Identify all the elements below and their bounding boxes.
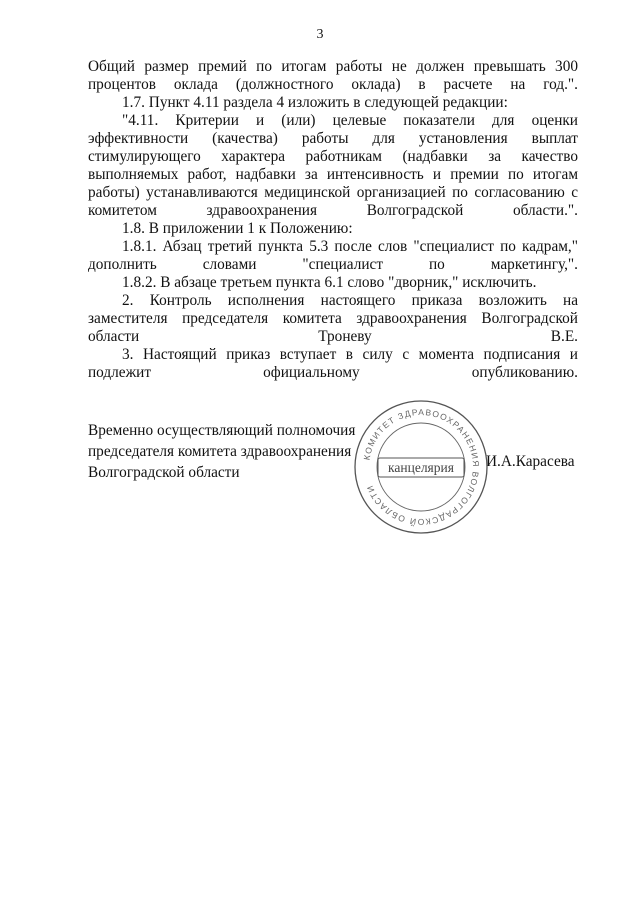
position-line: председателя комитета здравоохранения (88, 443, 352, 460)
paragraph-1-7: 1.7. Пункт 4.11 раздела 4 изложить в следующей редакции: (122, 94, 508, 111)
stamp-ring-text: КОМИТЕТ ЗДРАВООХРАНЕНИЯ ВОЛГОГРАДСКОЙ ОБЛАСТИ (361, 406, 482, 528)
document-body (88, 58, 578, 382)
paragraph-1-8-1: 1.8.1. Абзац третий пункта 5.3 после слов "специалист по кадрам," дополнить словами "специалист по маркетингу,". (88, 238, 578, 273)
signature-position (88, 420, 355, 483)
position-line: Волгоградской области (88, 464, 240, 481)
stamp-center-text: канцелярия (388, 460, 454, 475)
signer-name: И.А.Карасева (486, 453, 575, 470)
official-stamp (352, 398, 490, 536)
paragraph-1-8-2: 1.8.2. В абзаце третьем пункта 6.1 слово "дворник," исключить. (122, 274, 537, 291)
paragraph-3-effect: 3. Настоящий приказ вступает в силу с момента подписания и подлежит официальному опубликованию. (88, 346, 578, 381)
paragraph-1-8: 1.8. В приложении 1 к Положению: (122, 220, 353, 237)
paragraph-4-11: "4.11. Критерии и (или) целевые показатели для оценки эффективности (качества) работы для установления выплат стимулирующего характера работникам (надбавки за качество выполняемых работ, надбавки за интенсивность и премии по итогам работы) устанавливаются медицинской организацией по согласованию с комитетом здравоохранения Волгоградской области.". (88, 112, 578, 219)
paragraph-2-control: 2. Контроль исполнения настоящего приказа возложить на заместителя председателя комитета здравоохранения Волгоградской области Троневу В.Е. (88, 292, 578, 345)
page-number: 3 (316, 27, 324, 42)
paragraph-premium-limit: Общий размер премий по итогам работы не должен превышать 300 процентов оклада (должностного оклада) в расчете на год.". (88, 58, 578, 93)
position-line: Временно осуществляющий полномочия (88, 422, 356, 439)
